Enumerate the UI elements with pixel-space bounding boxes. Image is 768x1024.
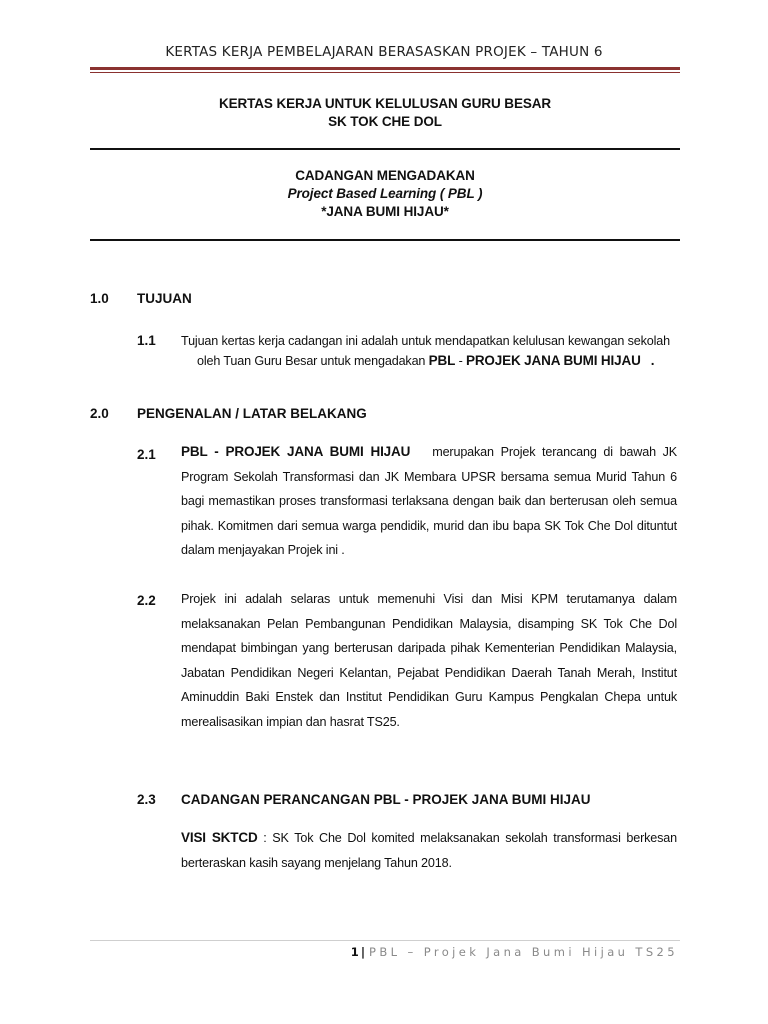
visi-paragraph xyxy=(181,826,677,875)
title-line-1: KERTAS KERJA UNTUK KELULUSAN GURU BESAR xyxy=(218,96,552,111)
subsection-2-3-number: 2.3 xyxy=(137,792,156,807)
section-1-title: TUJUAN xyxy=(137,291,192,306)
subsection-2-1-text xyxy=(181,440,677,563)
proposal-heading xyxy=(90,167,680,221)
pbl-dash: - xyxy=(455,354,466,368)
sentence-end: . xyxy=(650,353,655,368)
pbl-label: PBL xyxy=(428,353,456,368)
section-1-number: 1.0 xyxy=(90,291,109,306)
document-title xyxy=(90,95,680,131)
visi-label: VISI SKTCD xyxy=(181,830,258,845)
subsection-2-1-body: merupakan Projek terancang di bawah JK Program Sekolah Transformasi dan JK Membara UPSR bersama semua Murid Tahun 6 bagi memastikan proses transformasi terlaksana dengan baik dan berterusan oleh semua pihak. Komitmen dari semua warga pendidik, murid dan ibu bapa SK Tok Che Dol dituntut dalam menjayakan Projek ini . xyxy=(181,445,678,557)
proposal-line-3: *JANA BUMI HIJAU* xyxy=(321,204,449,219)
footer-rule xyxy=(90,940,680,941)
subsection-1-1-line-2-text: oleh Tuan Guru Besar untuk mengadakan xyxy=(197,354,426,368)
page-footer xyxy=(351,945,678,959)
subsection-2-2-text: Projek ini adalah selaras untuk memenuhi Visi dan Misi KPM terutamanya dalam melaksanakan Pelan Pembangunan Pendidikan Malaysia, disamping SK Tok Che Dol mendapat bimbingan yang berterusan daripada pihak Kementerian Pendidikan Malaysia, Jabatan Pendidikan Negeri Kelantan, Pejabat Pendidikan Daerah Tanah Merah, Institut Aminuddin Baki Enstek dan Institut Pendidikan Guru Kampus Pengkalan Chepa untuk merealisasikan impian dan hasrat TS25. xyxy=(181,592,677,729)
section-2-number: 2.0 xyxy=(90,406,109,421)
subsection-2-3-title: CADANGAN PERANCANGAN PBL - PROJEK JANA BUMI HIJAU xyxy=(181,792,591,807)
section-2-title: PENGENALAN / LATAR BELAKANG xyxy=(137,406,367,421)
header-rule-thick xyxy=(90,67,680,70)
project-name: PROJEK JANA BUMI HIJAU xyxy=(465,353,641,368)
proposal-line-1: CADANGAN MENGADAKAN xyxy=(295,168,475,183)
visi-text: : SK Tok Che Dol komited melaksanakan sekolah transformasi berkesan berteraskan kasih sayang menjelang Tahun 2018. xyxy=(181,831,677,870)
subsection-2-2-number: 2.2 xyxy=(137,593,156,608)
proposal-line-2: Project Based Learning ( PBL ) xyxy=(287,186,483,201)
running-header: KERTAS KERJA PEMBELAJARAN BERASASKAN PROJEK – TAHUN 6 xyxy=(165,44,603,60)
title-line-2: SK TOK CHE DOL xyxy=(328,114,442,129)
footer-separator: | xyxy=(360,945,366,959)
header-rule-thin xyxy=(90,72,680,73)
subsection-2-1-number: 2.1 xyxy=(137,447,156,462)
footer-text: PBL – Projek Jana Bumi Hijau TS25 xyxy=(369,945,678,959)
title-divider-top xyxy=(90,148,680,150)
subsection-1-1-line-1: Tujuan kertas kerja cadangan ini adalah untuk mendapatkan kelulusan kewangan sekolah xyxy=(181,334,670,348)
subsection-1-1-number: 1.1 xyxy=(137,333,156,348)
subsection-1-1-text xyxy=(181,331,681,371)
page-number: 1 xyxy=(350,945,359,959)
title-divider-bottom xyxy=(90,239,680,241)
subsection-2-1-lead: PBL - PROJEK JANA BUMI HIJAU xyxy=(181,444,411,459)
subsection-1-1-line-2 xyxy=(181,351,681,371)
